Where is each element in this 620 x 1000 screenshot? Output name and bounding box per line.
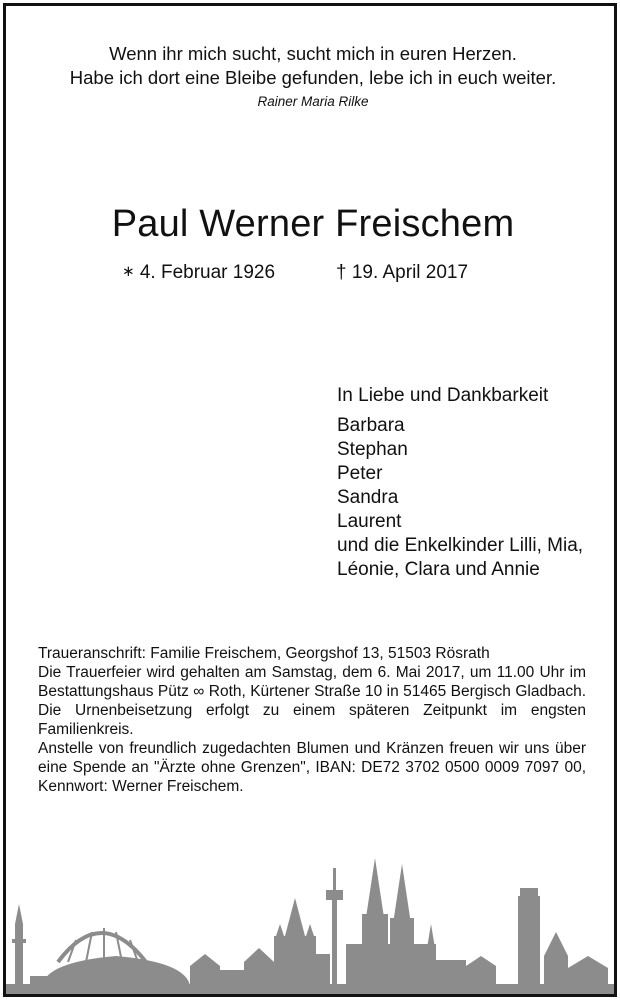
notes-block xyxy=(38,644,586,796)
mourner-name: Léonie, Clara und Annie xyxy=(337,559,540,580)
quote-line-1: Wenn ihr mich sucht, sucht mich in euren Herzen. xyxy=(109,43,517,64)
mourner-name: Laurent xyxy=(337,511,402,532)
birth-date xyxy=(122,262,275,284)
mourner-name: Barbara xyxy=(337,415,405,436)
mourners-block xyxy=(337,384,583,582)
obituary-frame xyxy=(3,3,617,997)
birth-date-text: 4. Februar 1926 xyxy=(139,262,276,283)
deceased-name: Paul Werner Freischem xyxy=(111,203,515,245)
mourner-name: Stephan xyxy=(337,439,408,460)
mourners-intro: In Liebe und Dankbarkeit xyxy=(337,385,549,406)
death-date xyxy=(336,262,468,284)
mourning-address: Traueranschrift: Familie Freischem, Georgshof 13, 51503 Rösrath xyxy=(38,645,490,662)
birth-star-icon: ∗ xyxy=(122,263,135,280)
cologne-skyline-icon xyxy=(6,844,617,994)
mourner-name: Peter xyxy=(337,463,383,484)
ceremony-info: Die Trauerfeier wird gehalten am Samstag, dem 6. Mai 2017, um 11.00 Uhr im Bestattungshaus Pütz ∞ Roth, Kürtener Straße 10 in 51465 Bergisch Gladbach. Die Urnenbeisetzung erfolgt zu einem späteren Zeitpunkt im engsten Familienkreis. xyxy=(38,664,586,738)
mourner-name: und die Enkelkinder Lilli, Mia, xyxy=(337,535,584,556)
death-date-text: 19. April 2017 xyxy=(351,262,469,283)
donation-info: Anstelle von freundlich zugedachten Blumen und Kränzen freuen wir uns über eine Spende an "Ärzte ohne Grenzen", IBAN: DE72 3702 0500 0009 7097 00, Kennwort: Werner Freischem. xyxy=(38,740,586,795)
death-cross-icon: † xyxy=(336,262,347,283)
quote-line-2: Habe ich dort eine Bleibe gefunden, lebe ich in euch weiter. xyxy=(69,67,557,88)
mourner-name: Sandra xyxy=(337,487,399,508)
quote-author: Rainer Maria Rilke xyxy=(257,94,369,109)
